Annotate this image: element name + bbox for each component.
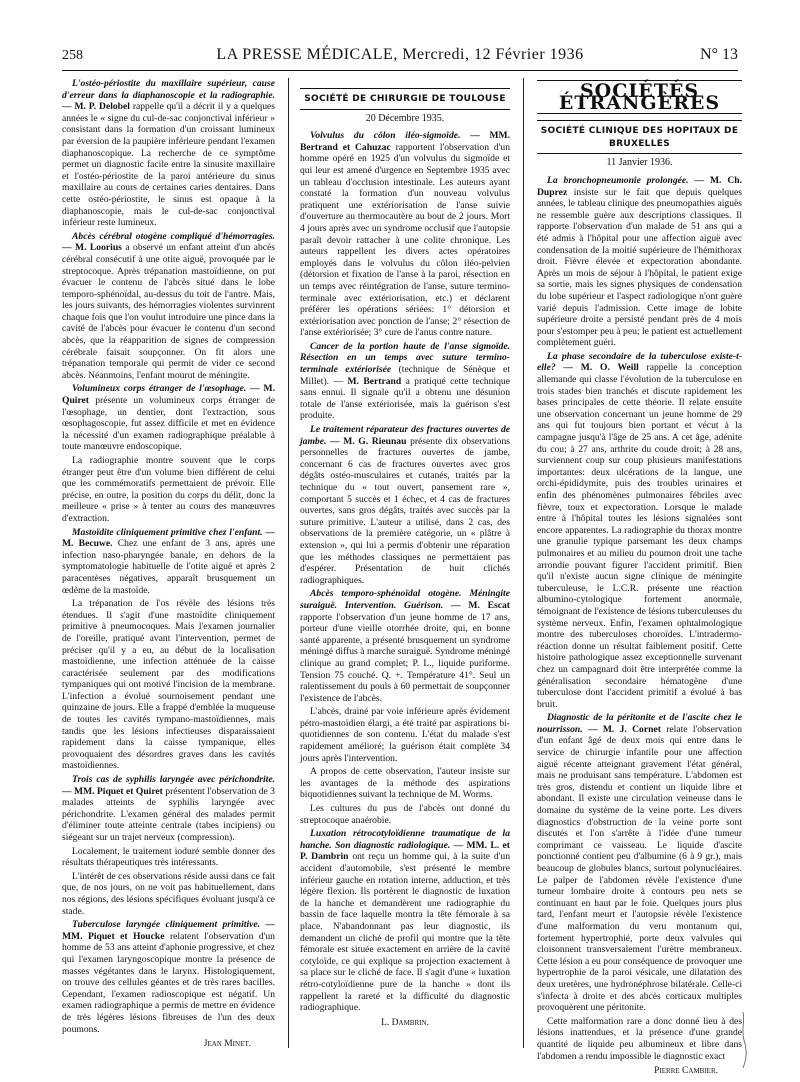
signature: Jean Minet.: [203, 1039, 251, 1050]
article-author: — M. Quiret: [62, 383, 275, 407]
signature: L. Dambrin.: [381, 1017, 429, 1028]
article-paragraph: [62, 527, 275, 597]
running-header: [62, 46, 738, 68]
article-body: rappelle qu'il a décrit il y a quelques années le « signe du cul-de-sac conjonctival inférieur » consistant dans la formation d'un croissant lumineux par éversion de la paupière inférieure pendant l'examen diaphanoscopique. La recherche de ce symptôme permet un diagnostic facile entre la sinusite maxillaire et l'ostéo-périostite de la paroi antérieure du sinus maxillaire au cours de certaines caries dentaires. Dans cette ostéo-périostite, le sinus est opaque à la diaphanoscopie, mais le cul-de-sac conjonctival inférieur reste lumineux.: [62, 101, 275, 229]
signature: Pierre Cambier.: [654, 1066, 718, 1077]
article-paragraph: [62, 78, 275, 229]
article-body: relatent l'observation d'un homme de 53 ans atteint d'aphonie progressive, et chez qui l'examen laryngoscopique montre la présence de masses végétantes dans le larynx. Histologiquement, on trouve des cellules géantes et de très rares bacilles. Cependant, l'examen radioscopique est négatif. Un examen radiographique a permis de mettre en évidence de très légères lésions fibreuses de l'un des deux poumons.: [62, 930, 275, 1035]
article-title: L'ostéo-périostite du maxillaire supérieur, cause d'erreur dans la diaphanoscopie et la radiographie.: [62, 78, 275, 101]
article-note: (technique de Sénèque et Millet). —: [300, 364, 510, 387]
article-body: relate l'observation d'un enfant âgé de deux mois qui entre dans le service de chirurgie infantile pour une affection aiguë récente atteignant gravement l'état général, mais ne produisant sans température. L'abdomen est très gros, distendu et contient un liquide libre et abondant. Il existe une circulation veineuse dans le domaine du système de la veine porte. Les divers diagnostics d'obstruction de la veine porte sont discutés et l'on s'arrête à l'idée d'une tumeur comprimant ce vaisseau. Le liquide d'ascite ponctionné contient peu d'albumine (6 à 9 gr.), mais beaucoup de globules blancs, surtout polynucléaires. Le palper de l'abdomen révèle l'existence d'une tumeur lombaire droite à contours peu nets se continuant en haut par le foie. Quelques jours plus tard, l'enfant meurt et l'autopsie révèle l'existence d'une malformation du veru montanum qui, fortement hypertrophié, porte deux valvules qui cloisonnent transversalement l'urètre membraneux. Cette lésion a eu pour conséquence de provoquer une hypertrophie de la paroi vésicale, une dilatation des deux uretères, une hydronéphrose bilatérale. Celle-ci s'infecta à droite et des abcès corticaux multiples provoquèrent une péritonite.: [537, 723, 743, 1014]
article-author: M. Bertrand: [347, 375, 402, 387]
article-author: — M. Escat: [451, 599, 510, 611]
article-title: Diagnostic de la péritonite et de l'ascite chez le nourrisson.: [537, 712, 742, 735]
article-author: — M. O. Weill: [563, 362, 639, 374]
article-paragraph: [537, 175, 742, 349]
article-body: rappelle la conception allemande qui classe l'évolution de la tuberculose en trois stades bien tranchés et discute rapidement les bases principales de cette théorie. Il relate ensuite une observation concernant un jeune homme de 29 ans qui fut toujours bien portant et vécut à la campagne jusqu'à l'âge de 25 ans. A cet âge, adénite du cou; à 27 ans, arthrite du coude droit; à 28 ans, surviennent coup sur coup plusieurs manifestations importantes: deux ulcérations de la langue, une orchi-épididymite, puis des troubles urinaires et enfin des phénomènes pulmonaires fébriles avec fièvre, toux et expectoration. Lorsque le malade entre à l'hôpital toutes les lésions signalées sont encore apparentes. La radiographie du thorax montre une granulie typique parsemant les deux champs pulmonaires et au milieu du poumon droit une tache arrondie pouvant figurer l'accident primitif. Bien qu'il n'existe aucun signe clinique de méningite tuberculeuse, le L.C.R. présente une réaction albumino-cytologique fortement anormale, témoignant de l'existence de lésions tuberculeuses du système nerveux. Enfin, l'examen ophtalmologique montre des tuberculoses choroïdes. L'intradermo-réaction donne un résultat faiblement positif. Cette histoire pathologique assez exceptionnelle survenant chez un campagnard doit être interprétée comme la généralisation secondaire hématogène d'une tuberculose dont l'accident primitif a évolué à bas bruit.: [537, 362, 742, 710]
article-author: — M. P. Delobel: [62, 101, 130, 113]
article-title: Trois cas de syphilis laryngée avec périchondrite.: [72, 774, 275, 786]
article-paragraph: L'abcès, drainé par voie inférieure après évidement pétro-mastoïdien élargi, a été traité par aspirations bi-quotidiennes de son contenu. L'état du malade s'est rapidement amélioré; la guérison était complète 34 jours après l'intervention.: [300, 706, 510, 764]
article-title: La phase secondaire de la tuberculose existe-t-elle?: [537, 350, 742, 374]
article-title: Tuberculose laryngée cliniquement primitive.: [72, 919, 261, 931]
article-paragraph: Cette malformation rare a donc donné lieu à des lésions inattendues, et la présence d'une grande quantité de liquide peu albumineux et libre dans l'abdomen a rendu impossible le diagnostic exact: [537, 1015, 742, 1062]
section-heading: [300, 88, 510, 110]
article-paragraph: La radiographie montre souvent que le corps étranger peut être d'un volume bien différent de celui que les commémoratifs permettaient de prévoir. Elle précise, en outre, la position du corps du délit, donc la meilleure « prise » à tenter au cours des manœuvres d'extraction.: [62, 455, 275, 524]
column-divider: [523, 78, 524, 1048]
article-paragraph: [300, 341, 510, 422]
article-body: insiste sur le fait que depuis quelques années, le tableau clinique des pneumopathies aiguës ne ressemble guère aux descriptions classiques. Il rapporte l'observation d'un malade de 51 ans qui a été admis à l'hôpital pour une affection aiguë avec condensation de la moitié supérieure de l'hémithorax droit. Fièvre élevée et expectoration abondante. Après un mois de séjour à l'hôpital, le patient exige sa sortie, mais les signes physiques de condensation du lobe supérieur et l'aspect radiologique n'ont guère varié depuis l'admission. Cette image de lobite supérieure droite a persisté pendant près de 4 mois pour s'estomper peu à peu; le patient est actuellement complètement guéri.: [537, 186, 742, 349]
article-author: — M. Loorius: [62, 242, 122, 254]
article-body: présente un volumineux corps étranger de l'œsophage, un dentier, dont l'extraction, sous œsophagoscopie, fut assez difficile et met en évidence la nécessité d'un examen radiographique préalable à toute manœuvre endoscopique.: [62, 395, 276, 453]
article-paragraph: L'intérêt de ces observations réside aussi dans ce fait que, de nos jours, on ne voit pas habituellement, dans nos régions, des lésions spécifiques évoluant jusqu'à ce stade.: [62, 870, 275, 917]
article-title: Abcès cérébral otogène compliqué d'hémorragies.: [72, 230, 275, 242]
article-body: rapporte l'observation d'un jeune homme de 17 ans, porteur d'une vieille otorrhée droite, qui, en bonne santé apparente, a présenté brusquement un syndrome méningé diffus à marche suraiguë. Syndrome méningé clinique au grand complet; P. L., liquide puriforme. Tension 75 couché. Q. +. Température 41°. Seul un ralentissement du pouls à 60 permettait de soupçonner l'existence de l'abcès.: [300, 611, 510, 704]
article-body: rapportent l'observation d'un homme opéré en 1925 d'un volvulus du sigmoïde et qui leur est amené d'urgence en Septembre 1935 avec un tableau d'occlusion intestinale. Les auteurs ayant constaté la formation d'un nouveau volvulus pratiquent une extériorisation de l'anse suivie d'ouverture au thermocautère au bout de 2 jours. Mort 4 jours après avec un syndrome occlusif que l'autopsie paraît devoir rattacher à une colite chronique. Les auteurs rappellent les divers actes opératoires employés dans le volvulus du côlon iléo-pelvien (détorsion et fixation de l'anse à la paroi, résection en un temps avec réintégration de l'anse, suture termino-terminale avec extériorisation, etc.) et déclarent préférer les opérations sériées: 1° détorsion et extériorisation avec ponction de l'anse; 2° résection de l'anse extériorisée; 3° cure de l'anus contre nature.: [300, 141, 510, 339]
article-body: présente dix observations personnelles de fractures ouvertes de jambe, concernant 6 cas de fractures ouvertes avec gros dégâts ostéo-musculaires et cutanés, traités par la technique du « tout ouvert, pansement rare », comportant 5 succès et 1 échec, et 4 cas de fractures ouvertes, sans gros dégâts, traités avec succès par la suture primitive. L'auteur a utilisé, dans 2 cas, des observations de la première catégorie, un « plâtre à extension », qui lui a permis d'obtenir une réparation que les méthodes classiques ne permettaient pas d'espérer. Présentation de huit clichés radiographiques.: [300, 435, 511, 586]
article-paragraph: [300, 424, 510, 586]
article-author: — MM. Bertrand et Cahuzac: [300, 130, 510, 153]
article-title: Cancer de la portion haute de l'anse sigmoïde. Résection en un temps avec suture termino-terminale extériorisée: [300, 340, 510, 376]
header-rule: [62, 70, 738, 71]
article-author: — M. G. Rieunau: [330, 435, 407, 447]
article-author: — M. Ch. Duprez: [537, 174, 743, 198]
article-author: — M. Becuwe.: [62, 526, 275, 550]
article-title: Abcès temporo-sphénoïdal otogène. Méningite suraiguë. Intervention. Guérison.: [300, 588, 510, 611]
article-paragraph: [62, 383, 275, 453]
article-author: — M. J. Cornet: [587, 723, 661, 735]
article-author: — MM. Piquet et Quiret: [62, 785, 163, 797]
section-title: SOCIÉTÉ CLINIQUE DES HOPITAUX DE BRUXELLES: [540, 126, 739, 149]
article-paragraph: Les cultures du pus de l'abcès ont donné du streptocoque anaérobie.: [300, 803, 510, 826]
article-body: ont reçu un homme qui, à la suite d'un accident d'automobile, s'est présenté le membre inférieur gauche en rotation interne, adduction, et très légère flexion. Ils portèrent le diagnostic de luxation de la hanche et demandèrent une radiographie du bassin de face laquelle montra la tête fémorale à sa place. N'abandonnant pas leur diagnostic, ils demandent un cliché de profil qui montre que la tête fémorale est située exactement en arrière de la cavité cotyloïde, ce qui explique sa projection exactement à sa place sur le cliché de face. Il s'agit d'une « luxation rétro-cotyloïdienne pure de la hanche » dont ils rappellent la rareté et la difficulté du diagnostic radiographique.: [300, 851, 510, 1014]
article-title: Volumineux corps étranger de l'œsophage.: [72, 383, 247, 395]
article-paragraph: [62, 774, 275, 844]
article-body: présentent l'observation de 3 malades atteints de syphilis laryngée avec périchondrite. L'examen général des malades permit d'éliminer toute atteinte centrale (tabes incipiens) ou siégeant sur un trajet nerveux (compression).: [62, 785, 275, 843]
article-paragraph: [62, 231, 275, 382]
article-title: Le traitement réparateur des fractures ouvertes de jambe.: [300, 424, 510, 447]
running-title: LA PRESSE MÉDICALE, Mercredi, 12 Février 1936: [216, 46, 584, 63]
column-1: [62, 78, 275, 1052]
article-paragraph: [537, 712, 742, 1013]
article-body: a pratiqué cette technique sans ennui. Il signale qu'il a obtenu une désunion totale de l'anse extériorisée, mais la guérison s'est produite.: [300, 375, 510, 422]
column-divider: [288, 78, 289, 1048]
article-paragraph: La trépanation de l'os révèle des lésions très étendues. Il s'agit d'une mastoïdite cliniquement primitive à pneumocoques. Mais l'examen journalier de l'oreille, pratiqué avant l'intervention, permet de préciser qu'il y a eu, au début de la localisation mastoïdienne, une infection atténuée de la caisse caractérisée seulement par des modifications tympaniques qui ont motivé l'incision de la membrane. L'infection a évolué sournoisement pendant une quinzaine de jours. Elle a frappé d'emblée la muqueuse de toutes les cavités tympano-mastoïdiennes, mais tandis que les lésions infectieuses disparaissaient rapidement dans la caisse tympanique, elles provoquaient des désordres graves dans les cavités mastoïdiennes.: [62, 598, 275, 772]
article-paragraph: [300, 130, 510, 339]
article-paragraph: [300, 588, 510, 704]
article-paragraph: [537, 351, 742, 710]
ink-mark-icon: [735, 1010, 755, 1070]
section-heading: [537, 120, 742, 154]
section-date: 11 Janvier 1936.: [606, 157, 673, 169]
article-title: Volvulus du côlon iléo-sigmoïde.: [310, 130, 461, 142]
section-banner: SOCIÉTÉS ÉTRANGÈRES: [537, 80, 742, 114]
article-paragraph: [62, 919, 275, 1035]
column-2: [300, 78, 510, 1052]
section-date: 20 Décembre 1935.: [365, 112, 445, 124]
issue-number: N° 13: [700, 46, 738, 63]
article-title: Luxation rétrocotyloïdienne traumatique de la hanche. Son diagnostic radiologique.: [300, 828, 510, 851]
article-paragraph: [300, 828, 510, 1014]
article-paragraph: Localement, le traitement ioduré semble donner des résultats thérapeutiques très intéressants.: [62, 845, 275, 869]
section-title: SOCIÉTÉ DE CHIRURGIE DE TOULOUSE: [304, 94, 506, 104]
article-paragraph: A propos de cette observation, l'auteur insiste sur les avantages de la méthode des aspirations biquotidiennes suivant la technique de M. Worms.: [300, 766, 510, 801]
page-number: 258: [62, 48, 83, 63]
article-title: Mastoïdite cliniquement primitive chez l'enfant.: [72, 526, 263, 538]
article-body: a observé un enfant atteint d'un abcès cérébral consécutif à une otite aiguë, provoquée par le streptocoque. Après trépanation mastoïdienne, on put évacuer le contenu de l'abcès situé dans le lobe temporo-sphénoïdal, au-dessus du toit de l'antre. Mais, les jours suivants, des hémorragies violentes survinrent chaque fois que l'on voulut introduire une pince dans la cavité de l'abcès pour évacuer le contenu d'un second abcès, que la réapparition de signes de compression cérébrale faisait soupçonner. On fit alors une trépanation temporale qui permit de vider ce second abcès. Néanmoins, l'enfant mourut de méningite.: [62, 242, 275, 381]
column-3: [537, 78, 743, 1077]
article-author: — MM. L. et P. Dambrin: [300, 839, 510, 863]
article-title: La bronchopneumonie prolongée.: [547, 174, 689, 186]
article-body: Chez une enfant de 3 ans, après une infection naso-pharyngée banale, en dehors de la symptomatologie habituelle de l'otite aiguë et après 2 paracentèses négatives, apparaît brusquement un œdème de la mastoïde.: [62, 538, 275, 596]
article-author: — MM. Piquet et Houcke: [62, 919, 275, 942]
